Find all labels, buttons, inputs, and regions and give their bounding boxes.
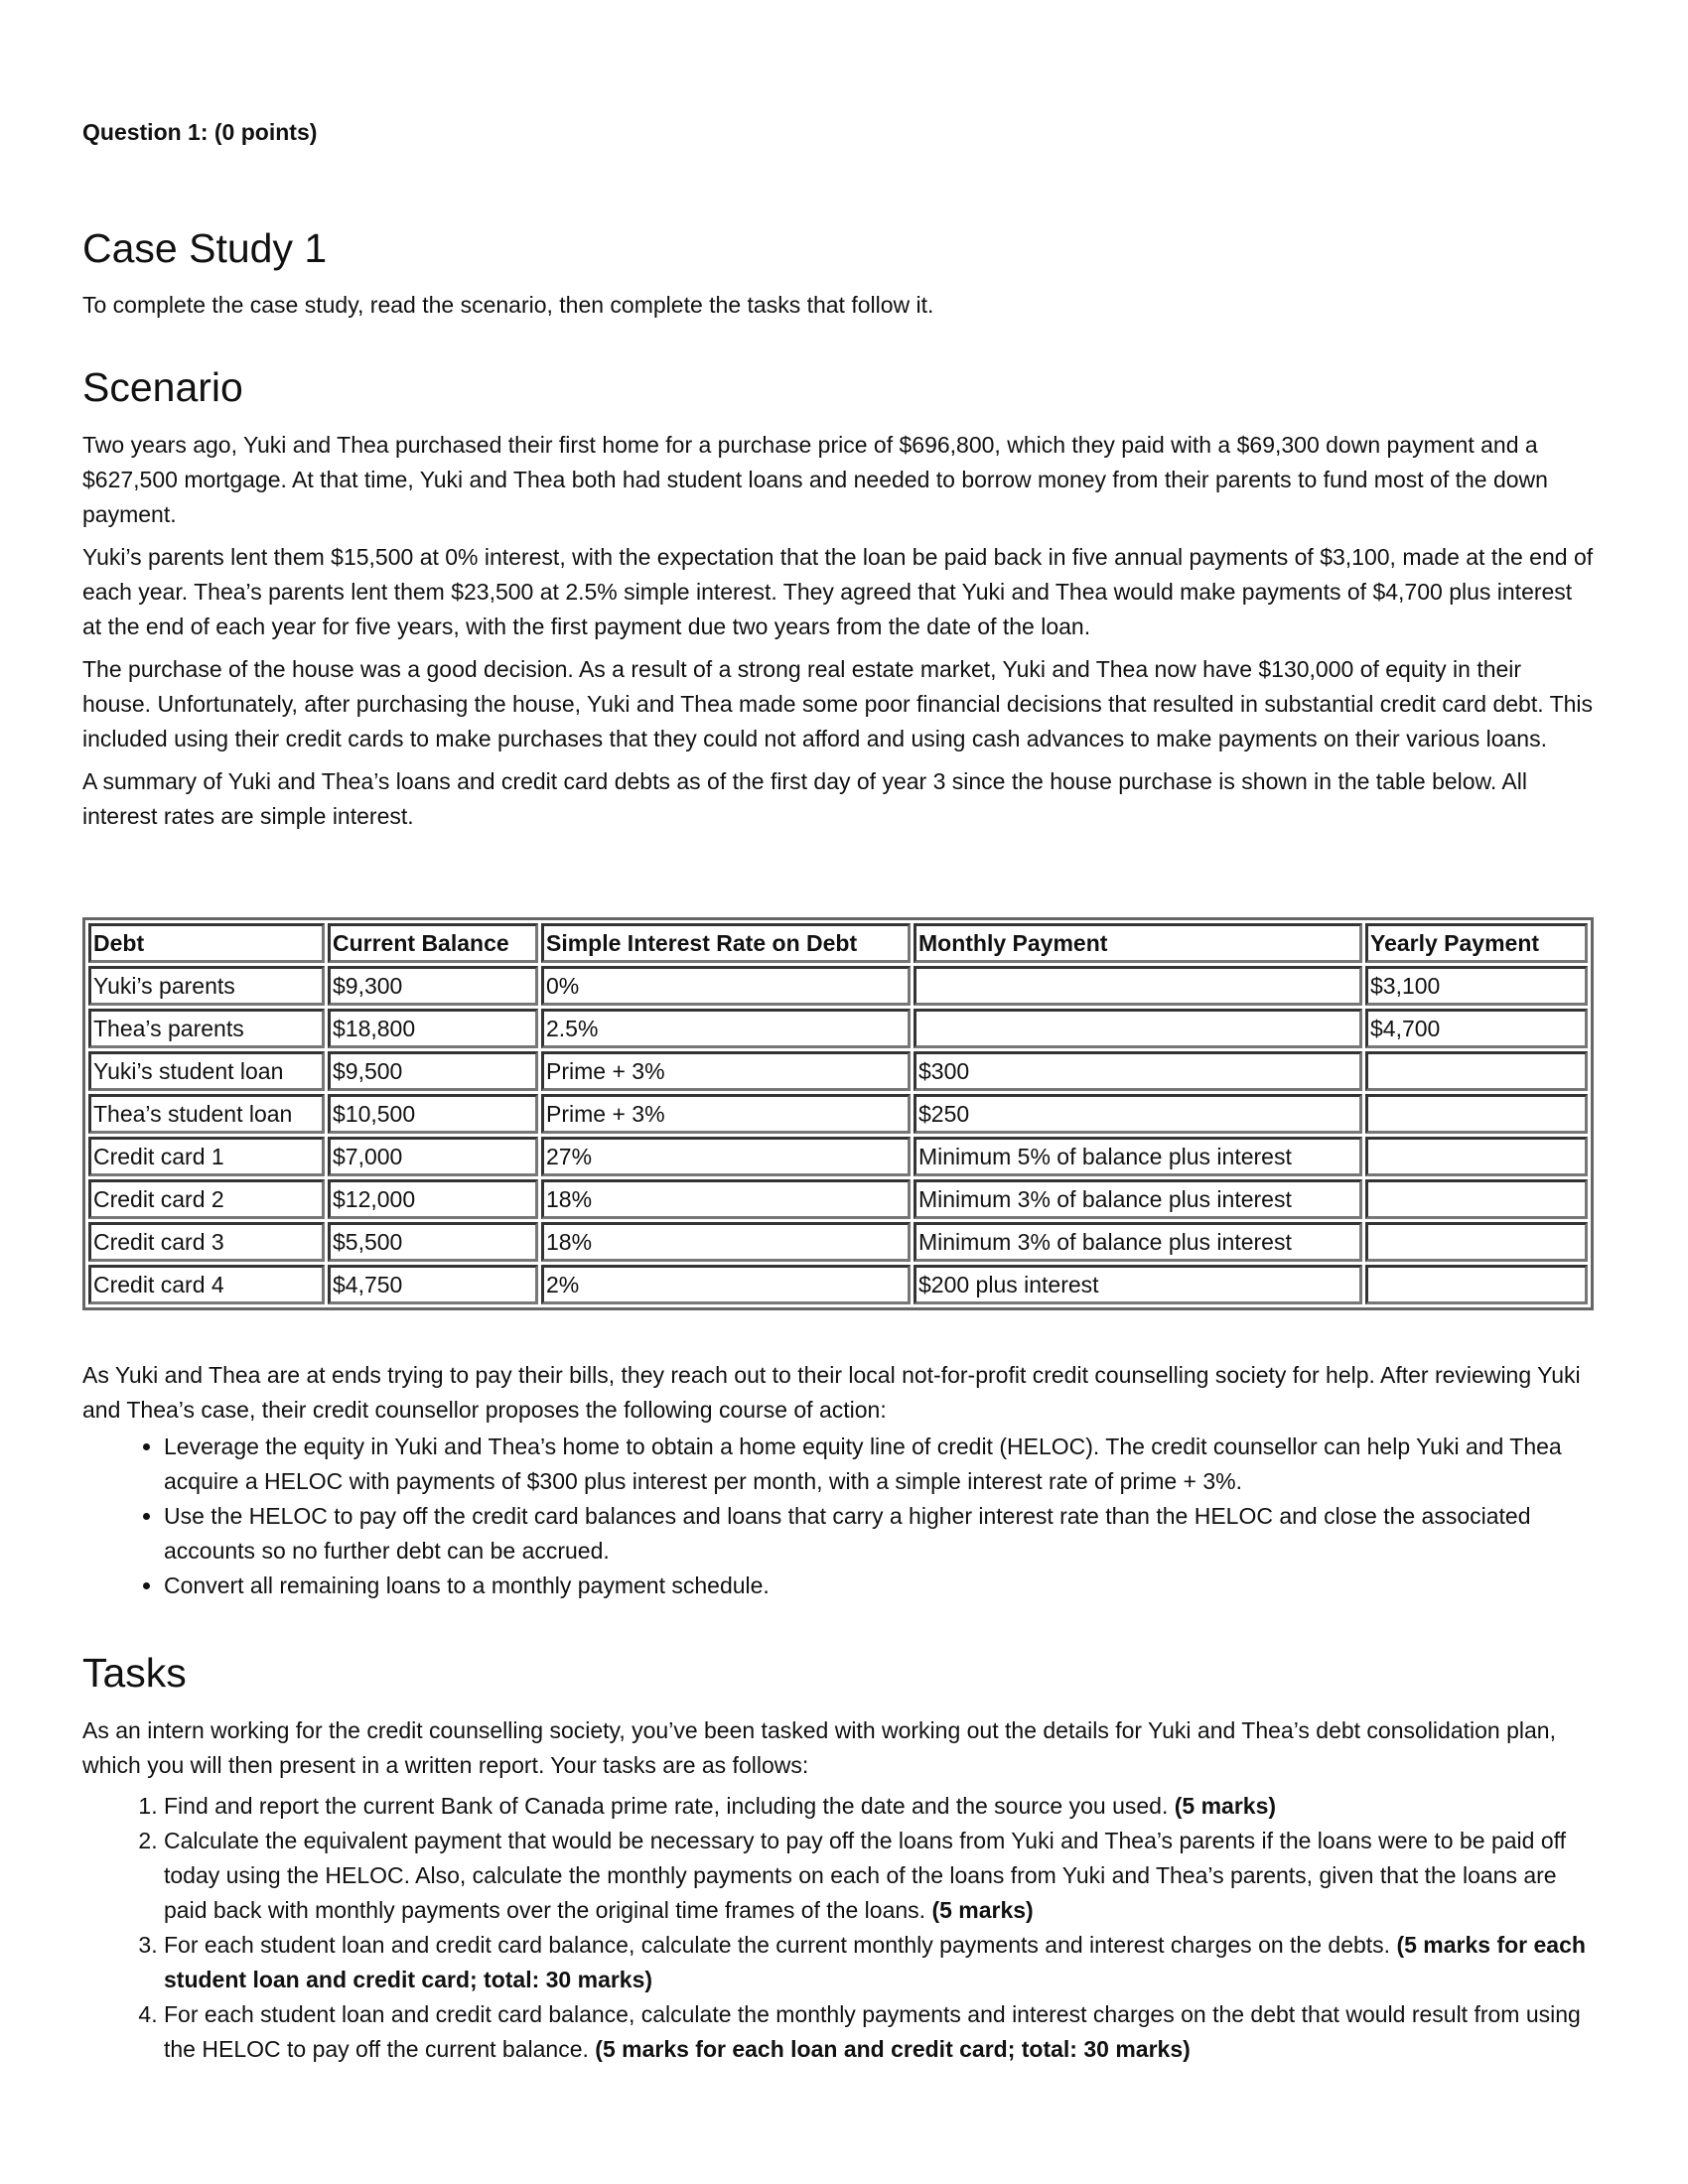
table-row [88, 1009, 1588, 1048]
table-cell: Yuki’s student loan [88, 1051, 325, 1091]
scenario-paragraph: The purchase of the house was a good decision. As a result of a strong real estate market, Yuki and Thea now have $130,000 of equity in their house. Unfortunately, after purchasing the house, Yuki and Thea made some poor financial decisions that resulted in substantial credit card debt. This included using their credit cards to make purchases that they could not afford and using cash advances to make payments on their various loans. [82, 656, 1594, 751]
table-cell: $250 [914, 1094, 1362, 1134]
table-cell: $7,000 [328, 1137, 538, 1176]
task-marks: (5 marks) [1174, 1793, 1277, 1819]
scenario-heading: Scenario [82, 364, 243, 410]
table-cell [1365, 1179, 1588, 1219]
scenario-paragraph: Two years ago, Yuki and Thea purchased their first home for a purchase price of $696,800, which they paid with a $69,300 down payment and a $627,500 mortgage. At that time, Yuki and Thea both had student loans and needed to borrow money from their parents to fund most of the down payment. [82, 432, 1548, 527]
table-cell: $9,500 [328, 1051, 538, 1091]
table-cell: $4,700 [1365, 1009, 1588, 1048]
table-row [88, 1051, 1588, 1091]
table-cell [1365, 1051, 1588, 1091]
tasks-heading: Tasks [82, 1650, 187, 1696]
table-cell: $5,500 [328, 1222, 538, 1262]
scenario-text [82, 428, 1594, 834]
scenario-paragraph: A summary of Yuki and Thea’s loans and credit card debts as of the first day of year 3 since the house purchase is shown in the table below. All interest rates are simple interest. [82, 768, 1527, 829]
table-cell: Thea’s parents [88, 1009, 325, 1048]
action-item: • Leverage the equity in Yuki and Thea’s home to obtain a home equity line of credit (HELOC). The credit counsellor can help Yuki and Thea acquire a HELOC with payments of $300 plus interest per month, with a simple interest rate of prime + 3%. [164, 1430, 1594, 1499]
table-cell: $4,750 [328, 1265, 538, 1304]
scenario-paragraph: Yuki’s parents lent them $15,500 at 0% interest, with the expectation that the loan be paid back in five annual payments of $3,100, made at the end of each year. Thea’s parents lent them $23,500 at 2.5% simple interest. They agreed that Yuki and Thea would make payments of $4,700 plus interest at the end of each year for five years, with the first payment due two years from the date of the loan. [82, 544, 1594, 639]
table-cell: 2.5% [541, 1009, 911, 1048]
column-header: Yearly Payment [1365, 923, 1588, 963]
table-cell: Credit card 4 [88, 1265, 325, 1304]
table-cell: 18% [541, 1222, 911, 1262]
task-marks: (5 marks for each student loan and credit card; total: 30 marks) [164, 1932, 1586, 1992]
table-cell [914, 1009, 1362, 1048]
table-cell: 27% [541, 1137, 911, 1176]
page-title: Case Study 1 [82, 225, 328, 271]
table-cell: $12,000 [328, 1179, 538, 1219]
table-row [88, 1137, 1588, 1176]
table-cell: Minimum 5% of balance plus interest [914, 1137, 1362, 1176]
table-cell: $3,100 [1365, 966, 1588, 1006]
debt-table [82, 917, 1594, 1310]
table-cell: $18,800 [328, 1009, 538, 1048]
table-cell [1365, 1265, 1588, 1304]
action-item: • Convert all remaining loans to a monthly payment schedule. [164, 1569, 1594, 1603]
task-item: 2. Calculate the equivalent payment that would be necessary to pay off the loans from Yuki and Thea’s parents if the loans were to be paid off today using the HELOC. Also, calculate the monthly payments on each of the loans from Yuki and Thea’s parents, given that the loans are paid back with monthly payments over the original time frames of the loans. (5 marks) [164, 1824, 1594, 1928]
table-row [88, 1179, 1588, 1219]
action-item: • Use the HELOC to pay off the credit card balances and loans that carry a higher interest rate than the HELOC and close the associated accounts so no further debt can be accrued. [164, 1499, 1594, 1569]
table-cell: Yuki’s parents [88, 966, 325, 1006]
table-cell [914, 966, 1362, 1006]
question-label: Question 1: (0 points) [82, 119, 318, 145]
table-cell: $300 [914, 1051, 1362, 1091]
table-cell: 0% [541, 966, 911, 1006]
table-row [88, 966, 1588, 1006]
task-item: 3. For each student loan and credit card balance, calculate the current monthly payments and interest charges on the debts. (5 marks for each student loan and credit card; total: 30 marks) [164, 1928, 1594, 1997]
column-header: Current Balance [328, 923, 538, 963]
column-header: Debt [88, 923, 325, 963]
table-row [88, 1094, 1588, 1134]
table-cell: Credit card 2 [88, 1179, 325, 1219]
table-cell: Prime + 3% [541, 1051, 911, 1091]
table-cell: Minimum 3% of balance plus interest [914, 1222, 1362, 1262]
task-item: 4. For each student loan and credit card balance, calculate the monthly payments and interest charges on the debt that would result from using the HELOC to pay off the current balance. (5 marks for each loan and credit card; total: 30 marks) [164, 1997, 1594, 2067]
table-cell: Minimum 3% of balance plus interest [914, 1179, 1362, 1219]
column-header: Monthly Payment [914, 923, 1362, 963]
table-header-row [88, 923, 1588, 963]
table-cell: Thea’s student loan [88, 1094, 325, 1134]
table-cell: 18% [541, 1179, 911, 1219]
table-row [88, 1265, 1588, 1304]
after-table-text: As Yuki and Thea are at ends trying to pay their bills, they reach out to their local not-for-profit credit counselling society for help. After reviewing Yuki and Thea’s case, their credit counsellor proposes the following course of action: [82, 1362, 1581, 1423]
task-marks: (5 marks) [931, 1897, 1034, 1923]
table-cell: Prime + 3% [541, 1094, 911, 1134]
table-row [88, 1222, 1588, 1262]
action-list [82, 1430, 1594, 1603]
task-list [82, 1789, 1594, 2067]
table-cell: $9,300 [328, 966, 538, 1006]
table-cell: $10,500 [328, 1094, 538, 1134]
table-cell: Credit card 1 [88, 1137, 325, 1176]
task-marks: (5 marks for each loan and credit card; total: 30 marks) [595, 2036, 1191, 2062]
table-cell: 2% [541, 1265, 911, 1304]
intro-text: To complete the case study, read the scenario, then complete the tasks that follow it. [82, 292, 934, 318]
column-header: Simple Interest Rate on Debt [541, 923, 911, 963]
table-cell: Credit card 3 [88, 1222, 325, 1262]
tasks-intro: As an intern working for the credit counselling society, you’ve been tasked with working out the details for Yuki and Thea’s debt consolidation plan, which you will then present in a written report. Your tasks are as follows: [82, 1717, 1556, 1778]
table-cell [1365, 1137, 1588, 1176]
table-cell [1365, 1094, 1588, 1134]
table-cell: $200 plus interest [914, 1265, 1362, 1304]
task-item: 1. Find and report the current Bank of Canada prime rate, including the date and the source you used. (5 marks) [164, 1789, 1594, 1824]
table-cell [1365, 1222, 1588, 1262]
